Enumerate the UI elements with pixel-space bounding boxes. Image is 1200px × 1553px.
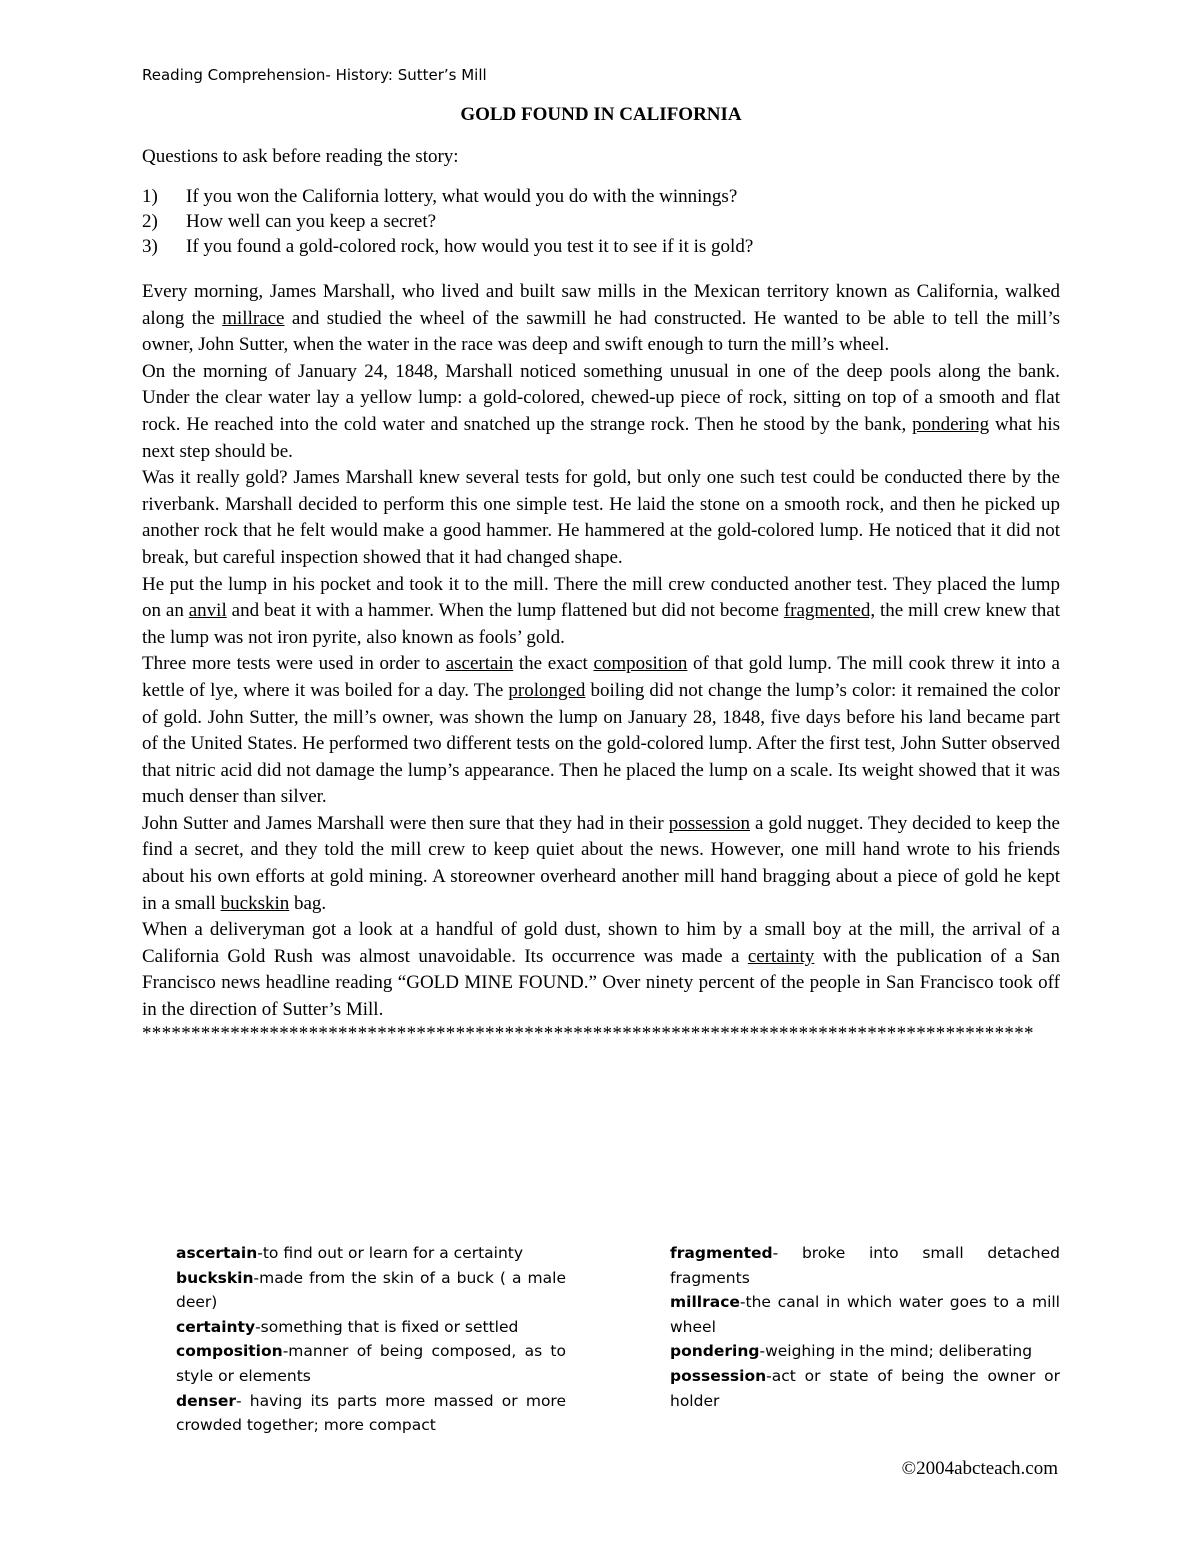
story-text: of that gold lump. The mill cook threw it into a kettle of lye, where it was boiled for a day. The — [142, 653, 1060, 701]
story-text: and studied the wheel of the sawmill he had constructed. He wanted to be able to tell the mill’s owner, John Sutter, when the water in the race was deep and swift enough to turn the mill’s wheel. — [142, 307, 1060, 356]
vocab-definition: -manner of being composed, as to style or elements — [176, 1342, 566, 1385]
question-number: 1) — [142, 186, 158, 207]
story-text: bag. — [289, 892, 327, 914]
story-body — [142, 279, 1060, 1024]
vocab-definition: -weighing in the mind; deliberating — [759, 1342, 1033, 1361]
story-text: On the morning of January 24, 1848, Marshall noticed something unusual in one of the deep pools along the bank. Under the clear water lay a yellow lump: a gold-colored, chewed-up piece of rock, sitting on top of a smooth and flat rock. He reached into the cold water and snatched up the strange rock. Then he stood by the bank, — [142, 360, 1060, 435]
story-text: the exact — [513, 653, 594, 675]
vocab-word-pondering: pondering — [912, 413, 990, 435]
questions-intro: Questions to ask before reading the story: — [142, 146, 459, 167]
vocab-term: composition — [176, 1342, 283, 1361]
running-head: Reading Comprehension- History: Sutter’s Mill — [142, 66, 487, 84]
question-text: How well can you keep a secret? — [186, 211, 437, 232]
story-text: and beat it with a hammer. When the lump flattened but did not become — [226, 600, 784, 622]
story-text: boiling did not change the lump’s color: it remained the color of gold. John Sutter, the mill’s owner, was shown the lump on January 28, 1848, five days before his land became part of the United States. He performed two different tests on the gold-colored lump. After the first test, John Sutter observed that nitric acid did not damage the lump’s appearance. Then he placed the lump on a scale. Its weight showed that it was much denser than silver. — [142, 679, 1060, 808]
separator-line: ******************************************************************************************* — [142, 1023, 1034, 1044]
vocab-term: fragmented — [670, 1244, 773, 1262]
question-text: If you found a gold-colored rock, how would you test it to see if it is gold? — [186, 236, 754, 257]
question-item — [142, 184, 1060, 209]
story-text: When a deliveryman got a look at a handful of gold dust, shown to him by a small boy at the mill, the arrival of a California Gold Rush was almost unavoidable. Its occurrence was made a — [142, 919, 1060, 967]
vocab-word-ascertain: ascertain — [445, 653, 514, 675]
story-text: He put the lump in his pocket and took it to the mill. There the mill crew conducted another test. They placed the lump on an — [142, 573, 1060, 622]
vocab-word-certainty: certainty — [747, 945, 815, 967]
vocab-word-prolonged: prolonged — [508, 679, 586, 701]
vocab-definition: - having its parts more massed or more crowded together; more compact — [176, 1391, 566, 1435]
story-text: with the publication of a San Francisco news headline reading “GOLD MINE FOUND.” Over ninety percent of the people in San Francisco took off in the direction of Sutter’s Mill. — [142, 945, 1060, 1021]
story-text: the mill crew knew that the lump was not iron pyrite, also known as fools’ gold. — [142, 600, 1060, 648]
question-text: If you won the California lottery, what would you do with the winnings? — [186, 186, 738, 207]
story-paragraph — [142, 279, 1060, 359]
vocab-entry — [670, 1290, 1060, 1339]
vocab-term: possession — [670, 1366, 767, 1385]
vocab-word-anvil: anvil — [188, 600, 227, 622]
question-number: 2) — [142, 211, 158, 232]
vocab-word-possession: possession — [668, 812, 750, 834]
story-text: Every morning, James Marshall, who lived and built saw mills in the Mexican territory known as California, walked along the — [142, 281, 1060, 329]
vocabulary-column-left — [176, 1241, 566, 1438]
question-number: 3) — [142, 236, 158, 257]
vocab-term: certainty — [176, 1317, 256, 1336]
story-paragraph — [142, 359, 1060, 465]
vocab-definition: -the canal in which water goes to a mill wheel — [670, 1293, 1060, 1336]
question-item — [142, 209, 1060, 234]
worksheet-page — [142, 66, 1060, 1044]
vocab-definition: -act or state of being the owner or holder — [670, 1366, 1060, 1410]
story-paragraph — [142, 465, 1060, 571]
story-text: Three more tests were used in order to — [142, 653, 446, 675]
copyright-notice: ©2004abcteach.com — [901, 1458, 1058, 1479]
vocab-term: denser — [176, 1391, 237, 1410]
vocab-term: buckskin — [176, 1268, 254, 1287]
vocab-word-millrace: millrace — [222, 307, 285, 329]
story-paragraph — [142, 811, 1060, 917]
vocab-term: pondering — [670, 1342, 760, 1361]
page-title: GOLD FOUND IN CALIFORNIA — [460, 104, 742, 125]
story-text: a gold nugget. They decided to keep the find a secret, and they told the mill crew to keep quiet about the news. However, one mill hand wrote to his friends about his own efforts at gold mining. A storeowner overheard another mill hand bragging about a piece of gold he kept in a small — [142, 812, 1060, 914]
story-text: Was it really gold? James Marshall knew several tests for gold, but only one such test could be conducted there by the riverbank. Marshall decided to perform this one simple test. He laid the stone on a smooth rock, and then he picked up another rock that he felt would make a good hammer. He hammered at the gold-colored lump. He noticed that it did not break, but careful inspection showed that it had changed shape. — [142, 467, 1060, 568]
vocab-definition: -made from the skin of a buck ( a male deer) — [176, 1268, 566, 1312]
vocab-entry — [670, 1364, 1060, 1413]
story-text: what his next step should be. — [142, 413, 1061, 462]
story-text: John Sutter and James Marshall were then sure that they had in their — [142, 812, 669, 834]
vocab-word-buckskin: buckskin — [220, 892, 290, 914]
story-paragraph — [142, 572, 1060, 652]
vocab-definition: -to find out or learn for a certainty — [257, 1244, 524, 1262]
vocab-term: millrace — [670, 1293, 740, 1312]
vocabulary-column-right — [670, 1241, 1060, 1413]
vocab-entry — [176, 1389, 566, 1438]
story-paragraph — [142, 917, 1060, 1023]
question-item — [142, 234, 1060, 259]
pre-reading-questions — [142, 184, 1060, 259]
story-paragraph — [142, 651, 1060, 811]
vocab-entry — [670, 1241, 1060, 1290]
vocab-word-composition: composition — [593, 653, 688, 675]
vocab-entry — [176, 1266, 566, 1315]
vocab-word-fragmented: fragmented, — [783, 600, 876, 622]
vocab-entry — [176, 1315, 566, 1340]
vocab-entry — [670, 1339, 1060, 1364]
vocab-definition: -something that is fixed or settled — [255, 1317, 519, 1336]
vocab-entry — [176, 1241, 566, 1266]
vocab-entry — [176, 1339, 566, 1388]
vocab-definition: - broke into small detached fragments — [670, 1244, 1060, 1287]
vocab-term: ascertain — [176, 1244, 258, 1262]
